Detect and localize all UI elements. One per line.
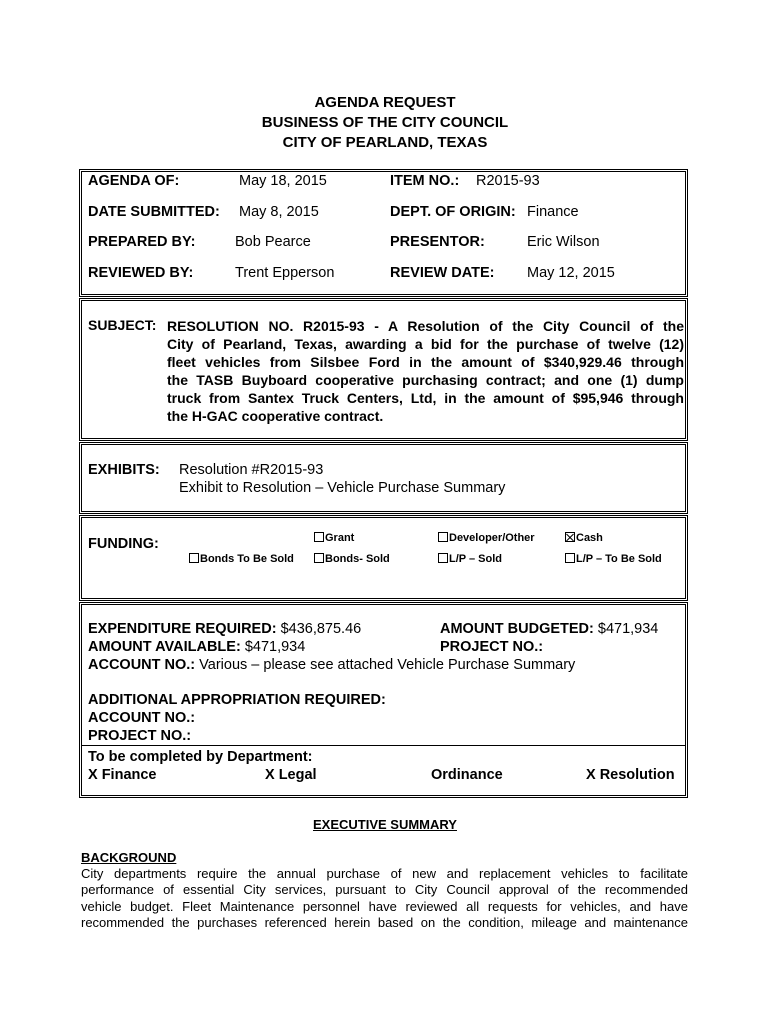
prepared-by-value: Bob Pearce — [235, 234, 311, 250]
exhibits-label: EXHIBITS: — [88, 462, 160, 478]
completion-resolution: X Resolution — [586, 767, 675, 783]
agenda-of-label: AGENDA OF: — [88, 173, 180, 189]
subject-text-line: City of Pearland, Texas, awarding a bid for the purchase of twelve (12) — [167, 336, 684, 352]
account-no-value: Various – please see attached Vehicle Purchase Summary — [199, 657, 576, 673]
grant-label: Grant — [325, 532, 355, 544]
funding-bonds-sold — [314, 553, 390, 565]
subject-text-line: the TASB Buyboard cooperative purchasing contract; and one (1) dump — [167, 372, 684, 388]
account-no-label: ACCOUNT NO.: — [88, 657, 196, 673]
amount-available-value: $471,934 — [244, 639, 306, 655]
additional-appropriation-label: ADDITIONAL APPROPRIATION REQUIRED: — [88, 692, 386, 708]
review-date-value: May 12, 2015 — [527, 265, 615, 281]
subject-label: SUBJECT: — [88, 317, 157, 333]
lp-sold-label: L/P – Sold — [449, 553, 502, 565]
background-line: performance of essential City services, pursuant to City Council approval of the recommended — [81, 882, 688, 898]
lp-to-be-sold-label: L/P – To Be Sold — [576, 553, 662, 565]
dept-origin-label: DEPT. OF ORIGIN: — [390, 204, 516, 220]
expenditure-required-value: $436,875.46 — [280, 621, 362, 637]
expenditure-required — [88, 621, 361, 637]
background-line: recommended the purchases referenced herein based on the condition, mileage and maintenance — [81, 914, 688, 930]
exhibit-item-1: Resolution #R2015-93 — [179, 462, 324, 478]
subject-text-line: fleet vehicles from Silsbee Ford in the amount of $340,929.46 through — [167, 354, 684, 370]
exhibits-box — [79, 442, 688, 514]
funding-lp-sold — [438, 553, 502, 565]
reviewed-by-value: Trent Epperson — [235, 265, 335, 281]
lp-to-be-sold-checkbox[interactable] — [565, 553, 575, 563]
cash-label: Cash — [576, 532, 603, 544]
bonds-to-be-sold-checkbox[interactable] — [189, 553, 199, 563]
amount-available — [88, 639, 305, 655]
agenda-of-value: May 18, 2015 — [239, 173, 327, 189]
subject-text-line: RESOLUTION NO. R2015-93 - A Resolution of the City Council of the — [167, 318, 684, 334]
subject-first-line — [167, 317, 684, 335]
subject-text-line: truck from Santex Truck Centers, Ltd, in the amount of $95,946 through — [167, 390, 684, 406]
presentor-label: PRESENTOR: — [390, 234, 485, 250]
amount-budgeted-value: $471,934 — [597, 621, 659, 637]
header-line-2: BUSINESS OF THE CITY COUNCIL — [261, 114, 509, 131]
developer-label: Developer/Other — [449, 532, 535, 544]
additional-project-no-label: PROJECT NO.: — [88, 728, 192, 744]
date-submitted-value: May 8, 2015 — [239, 204, 319, 220]
bonds-to-be-sold-label: Bonds To Be Sold — [200, 553, 294, 565]
bonds-sold-checkbox[interactable] — [314, 553, 324, 563]
background-line: City departments require the annual purchase of new and replacement vehicles to facilitate — [81, 866, 688, 881]
exhibit-item-2: Exhibit to Resolution – Vehicle Purchase Summary — [179, 480, 506, 496]
prepared-by-label: PREPARED BY: — [88, 234, 196, 250]
developer-checkbox[interactable] — [438, 532, 448, 542]
amount-budgeted-label: AMOUNT BUDGETED: — [440, 621, 594, 637]
grant-checkbox[interactable] — [314, 532, 324, 542]
additional-account-no-label: ACCOUNT NO.: — [88, 710, 196, 726]
project-no-label: PROJECT NO.: — [440, 639, 544, 655]
funding-lp-to-be-sold — [565, 553, 662, 565]
subject-text — [167, 335, 684, 425]
completion-finance: X Finance — [88, 767, 157, 783]
funding-label: FUNDING: — [88, 536, 159, 552]
executive-summary-title: EXECUTIVE SUMMARY — [313, 817, 457, 832]
review-date-label: REVIEW DATE: — [390, 265, 495, 281]
funding-cash — [565, 532, 603, 544]
amount-available-label: AMOUNT AVAILABLE: — [88, 639, 241, 655]
expenditure-required-label: EXPENDITURE REQUIRED: — [88, 621, 277, 637]
background-paragraph — [81, 866, 688, 931]
completion-label: To be completed by Department: — [88, 749, 313, 765]
lp-sold-checkbox[interactable] — [438, 553, 448, 563]
date-submitted-label: DATE SUBMITTED: — [88, 204, 220, 220]
background-line: vehicle budget. Fleet Maintenance personnel have reviewed all requests for vehicles, and have — [81, 898, 688, 914]
header-line-1: AGENDA REQUEST — [314, 94, 456, 111]
funding-grant — [314, 532, 354, 544]
background-label: BACKGROUND — [81, 850, 177, 865]
header-line-3: CITY OF PEARLAND, TEXAS — [282, 134, 488, 151]
dept-origin-value: Finance — [527, 204, 579, 220]
presentor-value: Eric Wilson — [527, 234, 600, 250]
completion-legal: X Legal — [265, 767, 317, 783]
completion-ordinance: Ordinance — [431, 767, 503, 783]
funding-bonds-to-be-sold — [189, 553, 294, 565]
bonds-sold-label: Bonds- Sold — [325, 553, 390, 565]
reviewed-by-label: REVIEWED BY: — [88, 265, 194, 281]
account-no — [88, 657, 575, 673]
subject-text-line: the H-GAC cooperative contract. — [167, 408, 384, 424]
item-no-label: ITEM NO.: — [390, 173, 460, 189]
completion-divider — [82, 745, 685, 746]
amount-budgeted — [440, 621, 658, 637]
cash-checkbox[interactable] — [565, 532, 575, 542]
item-no-value: R2015-93 — [476, 173, 540, 189]
funding-developer — [438, 532, 535, 544]
